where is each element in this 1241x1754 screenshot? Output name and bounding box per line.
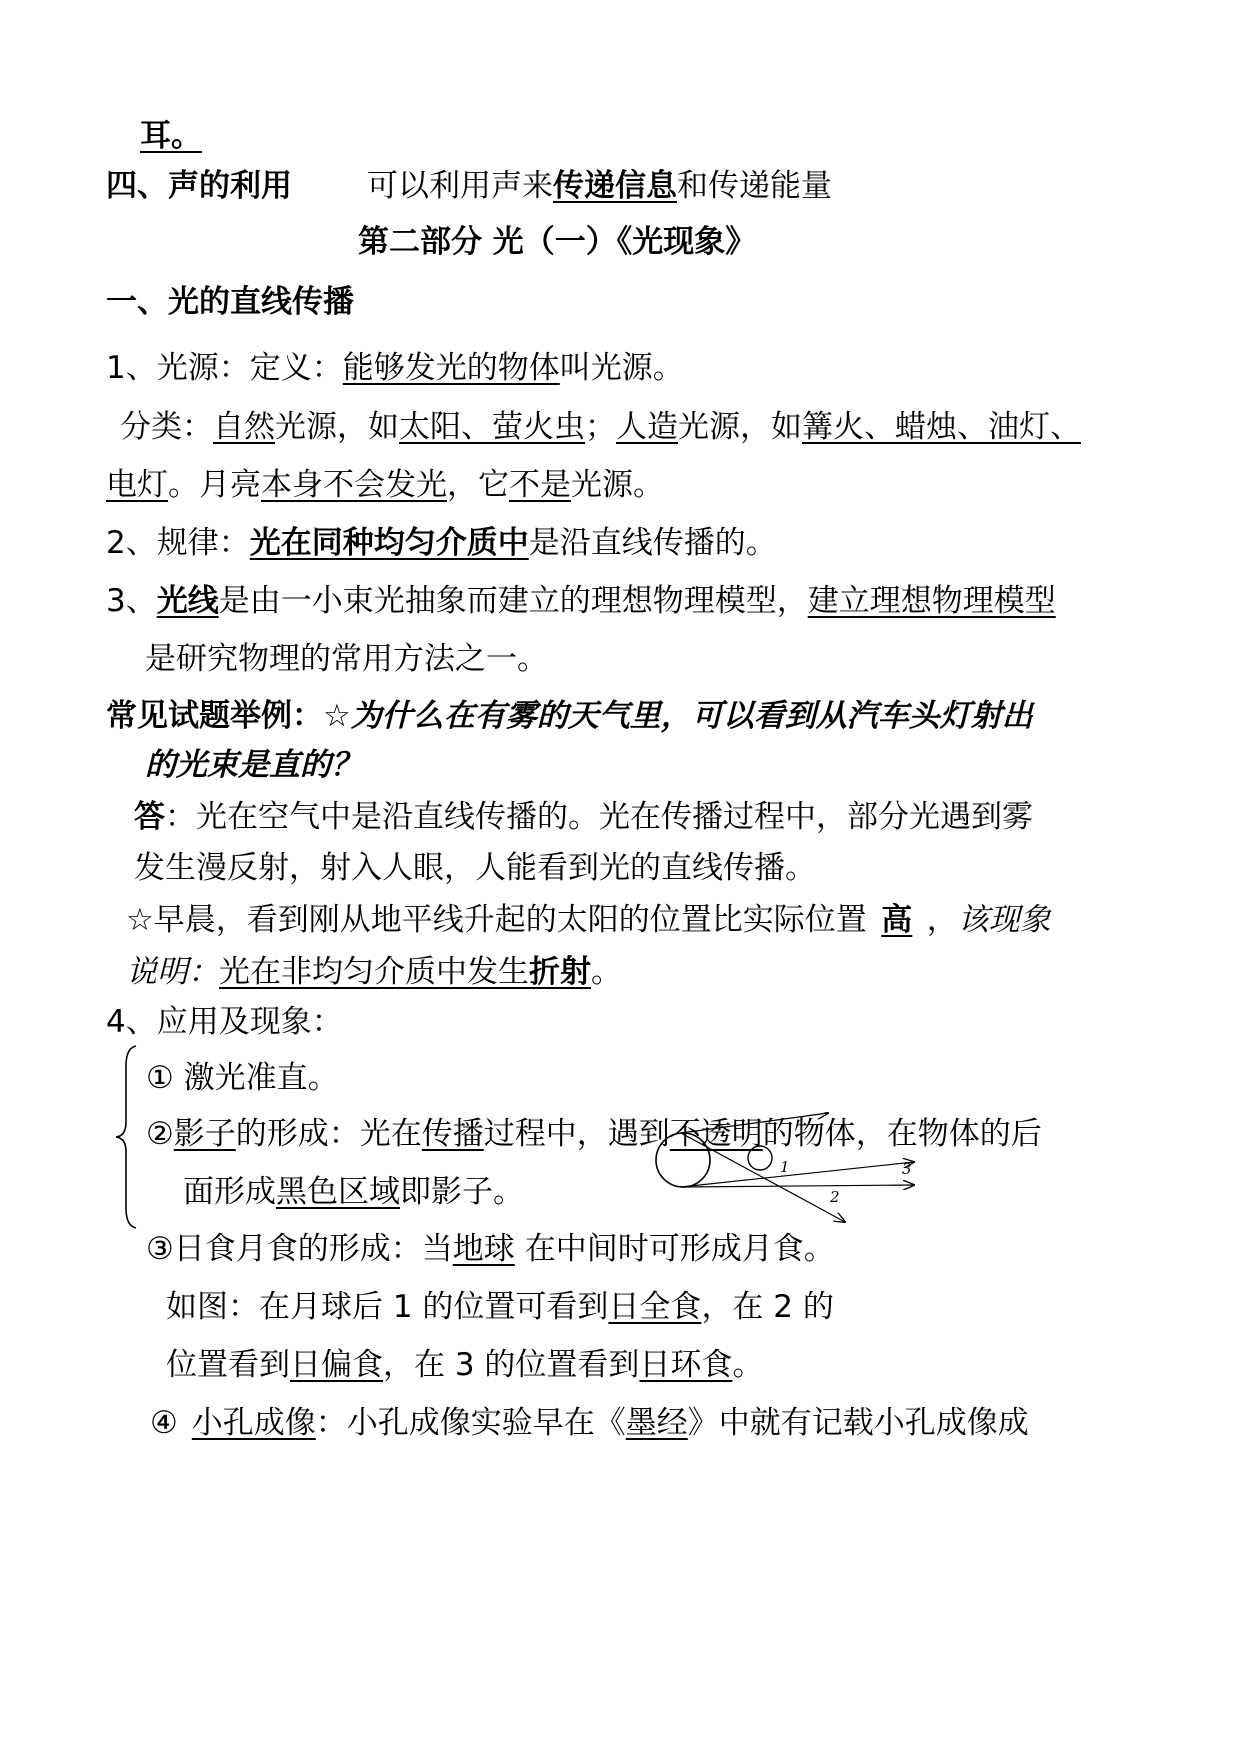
item-4-applications: 4、应用及现象： [106, 1004, 343, 1040]
eclipse-figure-line-1: 如图：在月球后 1 的位置可看到日全食，在 2 的 [166, 1289, 834, 1325]
application-3-eclipse: ③日食月食的形成：当地球 在中间时可形成月食。 [146, 1231, 835, 1267]
sun-circle [656, 1133, 710, 1187]
application-2-shadow: ②影子的形成：光在传播过程中，遇到不透明的物体，在物体的后 [146, 1116, 1042, 1152]
application-2-continued: 面形成黑色区域即影子。 [183, 1174, 524, 1210]
eclipse-figure-line-2: 位置看到日偏食，在 3 的位置看到日环食。 [166, 1347, 764, 1383]
application-1-laser: ① 激光准直。 [146, 1060, 339, 1096]
section-heading-straight-line: 一、光的直线传播 [106, 284, 354, 320]
line-ear: 耳。 [140, 118, 202, 154]
moon-line: 电灯。月亮本身不会发光，它不是光源。 [106, 467, 664, 503]
section-four-heading: 四、声的利用 可以利用声来传递信息和传递能量 [106, 168, 832, 204]
answer-line-1: 答：光在空气中是沿直线传播的。光在传播过程中，部分光遇到雾 [134, 799, 1033, 835]
application-4-pinhole: ④ 小孔成像：小孔成像实验早在《墨经》中就有记载小孔成像成 [150, 1405, 1029, 1441]
item-3-continued: 是研究物理的常用方法之一。 [145, 641, 548, 677]
example-question: 常见试题举例：☆为什么在有雾的天气里，可以看到从汽车头灯射出 [106, 698, 1033, 734]
answer-line-2: 发生漫反射，射入人眼，人能看到光的直线传播。 [134, 850, 816, 886]
sunrise-explanation: 说明：光在非均匀介质中发生折射。 [126, 954, 622, 990]
classification-line: 分类：自然光源，如太阳、萤火虫；人造光源，如篝火、蜡烛、油灯、 [120, 409, 1081, 445]
page-title: 第二部分 光（一）《光现象》 [358, 224, 757, 260]
diagram-label-3: 3 [902, 1160, 912, 1178]
item-3-light-ray: 3、光线是由一小束光抽象而建立的理想物理模型，建立理想物理模型 [106, 583, 1056, 619]
moon-circle [748, 1146, 772, 1170]
example-question-continued: 的光束是直的？ [145, 747, 362, 783]
curly-brace [112, 1044, 142, 1230]
item-2-rule: 2、规律：光在同种均匀介质中是沿直线传播的。 [106, 525, 777, 561]
sunrise-question: ☆早晨，看到刚从地平线升起的太阳的位置比实际位置 高 ，该现象 [126, 902, 1051, 938]
eclipse-diagram [652, 1112, 922, 1232]
diagram-label-1: 1 [780, 1158, 790, 1176]
diagram-label-2: 2 [830, 1188, 840, 1206]
item-1-light-source: 1、光源：定义：能够发光的物体叫光源。 [106, 350, 684, 386]
